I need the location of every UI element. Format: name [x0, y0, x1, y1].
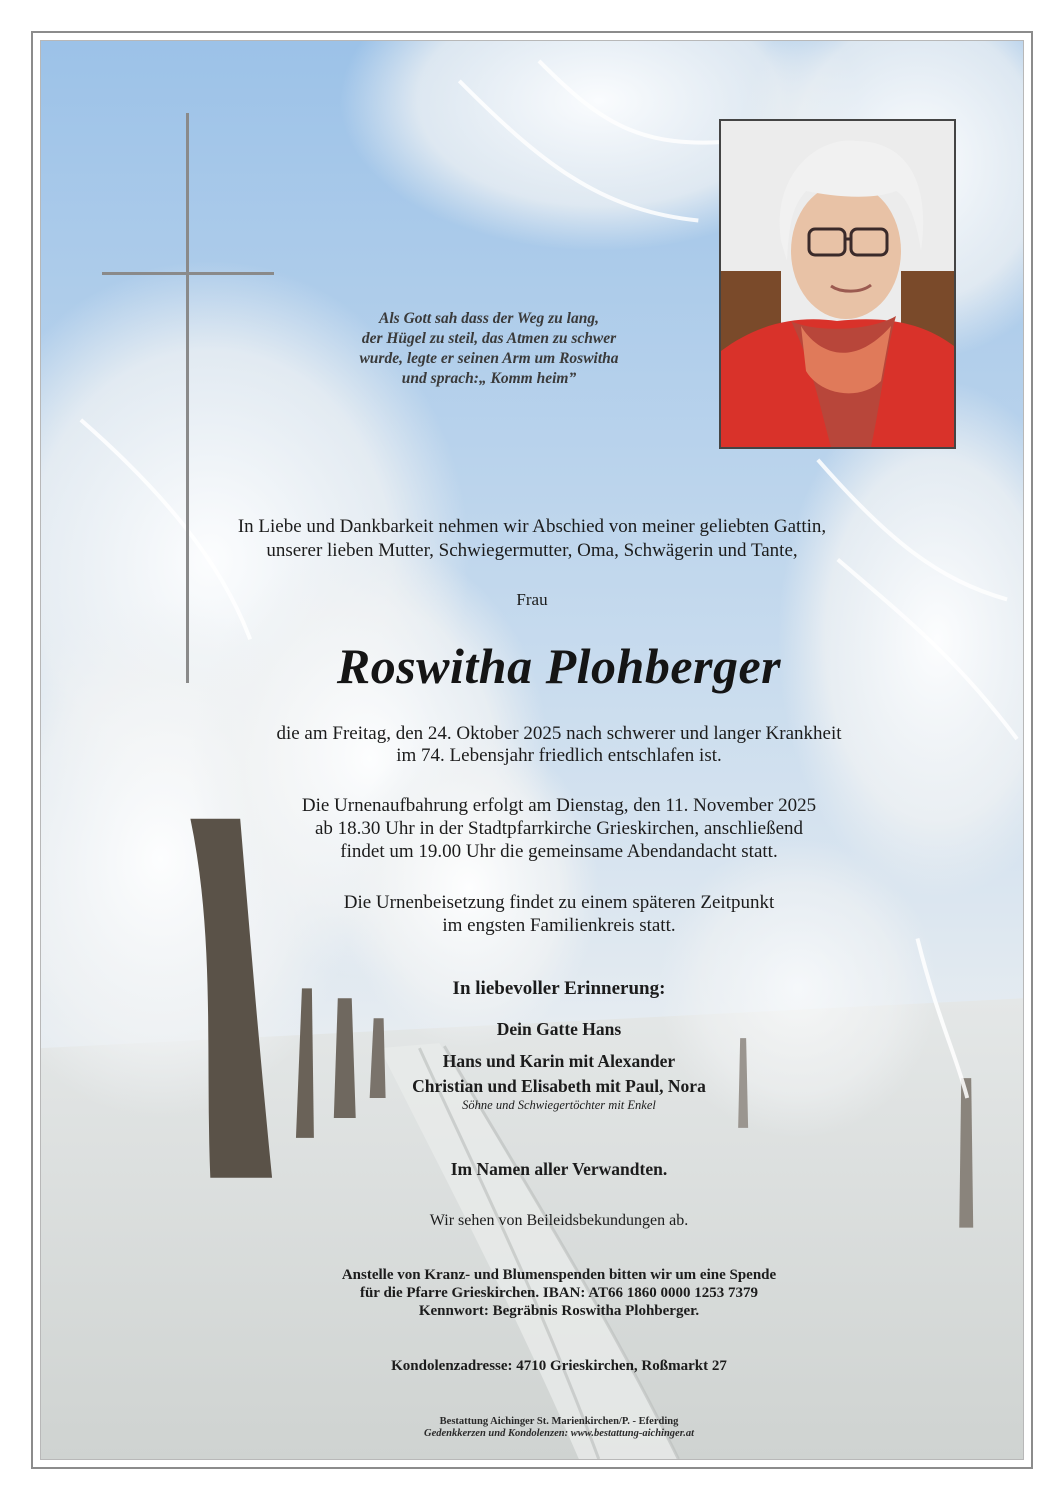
- wake-line: Die Urnenaufbahrung erfolgt am Dienstag, den 11. November 2025: [301, 795, 817, 816]
- deceased-name: Roswitha Plohberger: [336, 638, 782, 694]
- family-list: [41, 1018, 1023, 1113]
- donation-line: für die Pfarre Grieskirchen. IBAN: AT66 1860 0000 1253 7379: [359, 1285, 759, 1301]
- frame-inner: [40, 40, 1024, 1460]
- cross-icon-horizontal: [102, 272, 274, 275]
- no-condolences-line: Wir sehen von Beileidsbekundungen ab.: [429, 1212, 689, 1229]
- intro-line: In Liebe und Dankbarkeit nehmen wir Abschied von meiner geliebten Gattin,: [237, 516, 827, 537]
- intro-line: unserer lieben Mutter, Schwiegermutter, Oma, Schwägerin und Tante,: [266, 540, 798, 561]
- portrait-photo: [719, 119, 956, 449]
- wake-line: ab 18.30 Uhr in der Stadtpfarrkirche Grieskirchen, anschließend: [314, 818, 804, 839]
- intro-text: [41, 515, 1023, 563]
- family-child: Hans und Karin mit Alexander: [442, 1051, 676, 1071]
- wake-line: findet um 19.00 Uhr die gemeinsame Abendandacht statt.: [340, 841, 778, 862]
- funeral-home-footer: [41, 1416, 1023, 1440]
- death-line: die am Freitag, den 24. Oktober 2025 nach schwerer und langer Krankheit: [276, 723, 842, 744]
- quote-line: wurde, legte er seinen Arm um Roswitha: [359, 350, 619, 367]
- burial-line: im engsten Familienkreis statt.: [442, 915, 676, 936]
- footer-website: Gedenkkerzen und Kondolenzen: www.bestattung-aichinger.at: [423, 1428, 695, 1439]
- quote-line: Als Gott sah dass der Weg zu lang,: [379, 310, 599, 327]
- quote-line: und sprach:„ Komm heim”: [401, 370, 577, 387]
- donation-info: [41, 1266, 1023, 1320]
- obituary-content: [41, 41, 1023, 1459]
- family-note: Söhne und Schwiegertöchter mit Enkel: [462, 1098, 656, 1112]
- page-frame: [31, 31, 1033, 1469]
- condolence-address: Kondolenzadresse: 4710 Grieskirchen, Roßmarkt 27: [391, 1358, 727, 1374]
- death-line: im 74. Lebensjahr friedlich entschlafen ist.: [396, 745, 722, 766]
- portrait-image: [721, 121, 954, 447]
- relatives-line: Im Namen aller Verwandten.: [450, 1159, 668, 1179]
- burial-info: [41, 891, 1023, 937]
- donation-line: Anstelle von Kranz- und Blumenspenden bitten wir um eine Spende: [341, 1267, 777, 1283]
- donation-line: Kennwort: Begräbnis Roswitha Plohberger.: [418, 1303, 700, 1319]
- footer-line: Bestattung Aichinger St. Marienkirchen/P. - Eferding: [439, 1416, 679, 1427]
- wake-info: [41, 794, 1023, 863]
- quote-line: der Hügel zu steil, das Atmen zu schwer: [361, 330, 617, 347]
- death-notice: [41, 723, 1023, 767]
- memorial-quote: [299, 309, 679, 389]
- burial-line: Die Urnenbeisetzung findet zu einem späteren Zeitpunkt: [343, 892, 775, 913]
- family-child: Christian und Elisabeth mit Paul, Nora: [412, 1076, 706, 1096]
- family-spouse: Dein Gatte Hans: [496, 1019, 622, 1039]
- salutation: Frau: [516, 590, 548, 609]
- memory-heading: In liebevoller Erinnerung:: [452, 978, 666, 999]
